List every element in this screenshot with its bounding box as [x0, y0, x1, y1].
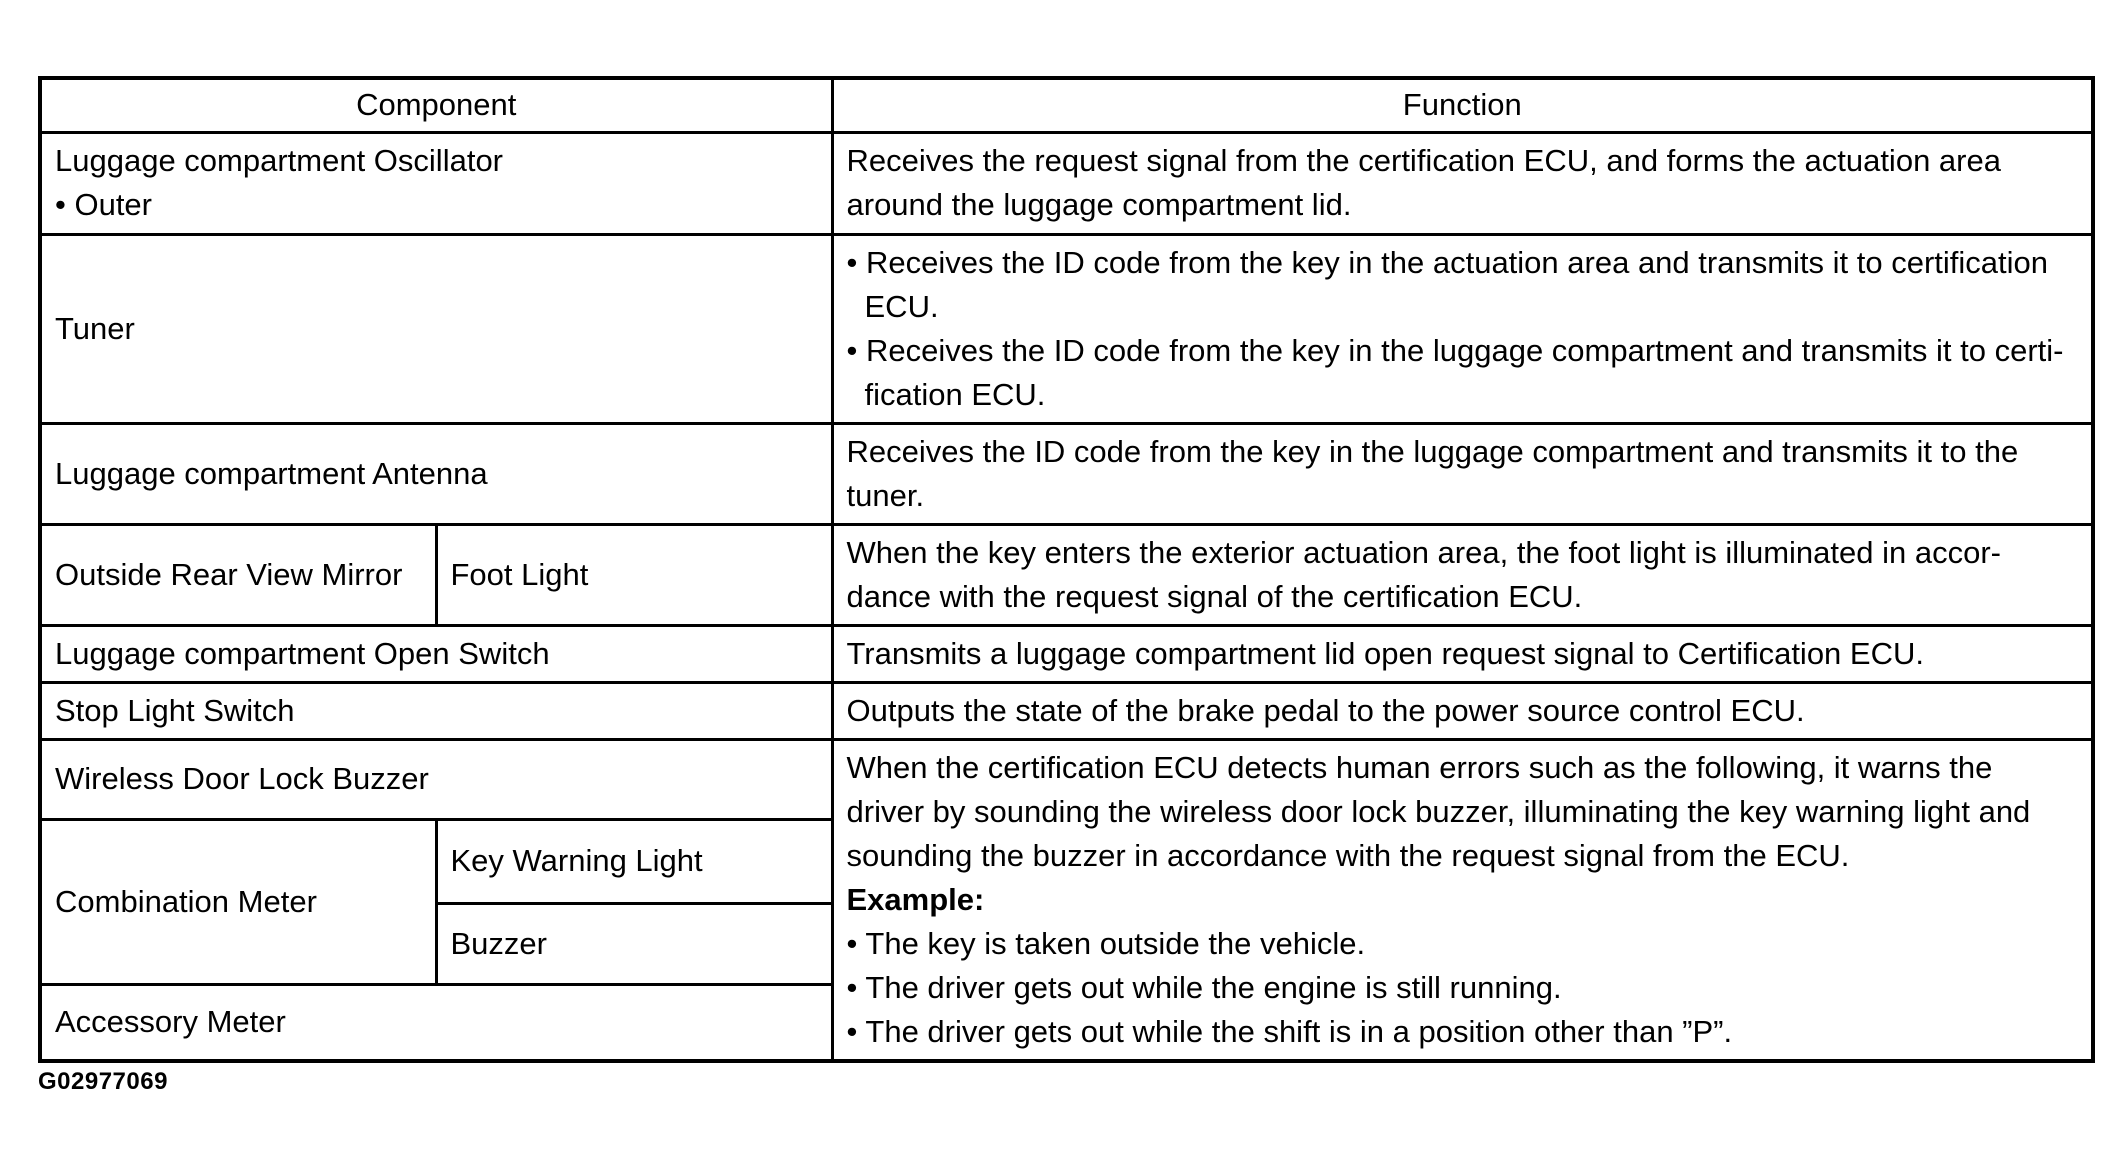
function-cell: [832, 739, 2093, 1061]
function-bullet: • Receives the ID code from the key in the actuation area and transmits it to certification ECU.: [846, 244, 2048, 324]
component-cell: Wireless Door Lock Buzzer: [40, 739, 832, 819]
table-row: [40, 524, 2093, 625]
component-cell: Outside Rear View Mirror: [40, 524, 436, 625]
table-row: [40, 625, 2093, 682]
function-bullet: • Receives the ID code from the key in the luggage compartment and transmits it to certi- fication ECU.: [846, 332, 2064, 412]
function-cell: When the key enters the exterior actuation area, the foot light is illuminated in accor- dance with the request signal of the certification ECU.: [832, 524, 2093, 625]
example-bullet: • The driver gets out while the shift is in a position other than ”P”.: [846, 1013, 1733, 1049]
component-cell: Stop Light Switch: [40, 682, 832, 739]
function-intro: When the certification ECU detects human errors such as the following, it warns the driver by sounding the wireless door lock buzzer, illuminating the key warning light and sounding the buzzer in accordance with the request signal from the ECU.: [846, 749, 2031, 873]
function-header: Function: [832, 78, 2093, 132]
function-cell: Transmits a luggage compartment lid open request signal to Certification ECU.: [832, 625, 2093, 682]
component-cell: Luggage compartment Open Switch: [40, 625, 832, 682]
table-row: [40, 234, 2093, 423]
table-row: [40, 132, 2093, 234]
component-header: Component: [40, 78, 832, 132]
table-header-row: [40, 78, 2093, 132]
function-cell: Outputs the state of the brake pedal to the power source control ECU.: [832, 682, 2093, 739]
component-cell: Tuner: [40, 234, 832, 423]
example-label: Example:: [846, 881, 985, 917]
table-row: [40, 682, 2093, 739]
component-cell: Accessory Meter: [40, 985, 832, 1061]
sub-component-cell: Foot Light: [436, 524, 832, 625]
example-bullet: • The key is taken outside the vehicle.: [846, 925, 1366, 961]
function-cell: Receives the ID code from the key in the luggage compartment and transmits it to the tuner.: [832, 423, 2093, 524]
sub-component-cell: Key Warning Light: [436, 819, 832, 904]
function-cell: Receives the request signal from the certification ECU, and forms the actuation area around the luggage compartment lid.: [832, 132, 2093, 234]
figure-id: G02977069: [38, 1068, 168, 1095]
component-cell: Luggage compartment Antenna: [40, 423, 832, 524]
example-bullet: • The driver gets out while the engine is still running.: [846, 969, 1562, 1005]
function-cell: [832, 234, 2093, 423]
component-cell: Combination Meter: [40, 819, 436, 985]
component-sub: • Outer: [55, 187, 152, 222]
component-cell: [40, 132, 832, 234]
table-row: [40, 739, 2093, 819]
table-row: [40, 423, 2093, 524]
component-function-table: [38, 76, 2095, 1063]
component-name: Luggage compartment Oscillator: [55, 143, 504, 178]
sub-component-cell: Buzzer: [436, 904, 832, 985]
